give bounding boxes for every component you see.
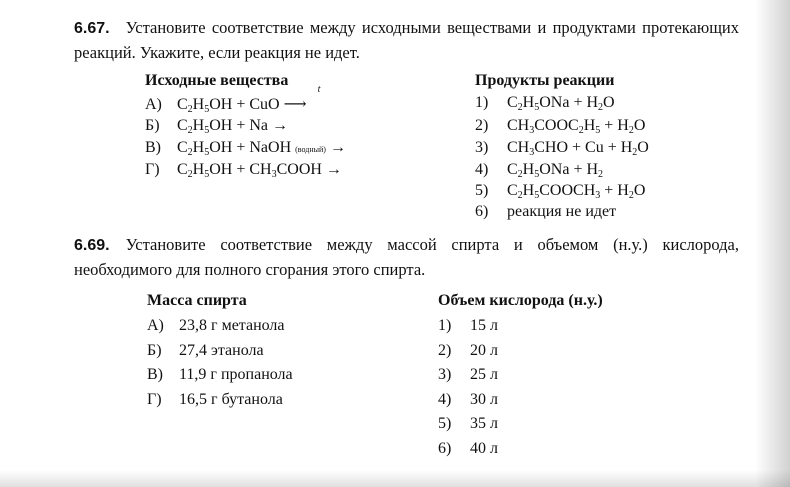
row-label: 3) (438, 366, 452, 383)
product-row: 3) $CH_3CHO + Cu + H_2O$ (475, 139, 649, 158)
row-value: 20 л (470, 342, 498, 359)
row-label: Г) (147, 391, 162, 408)
reactant-row: Б) $C_2H_5OH + Na$ → (145, 117, 289, 136)
oxygen-volume-row (438, 342, 498, 360)
solution-note: (водный) (295, 145, 326, 154)
row-label: В) (145, 139, 161, 156)
oxygen-volume-row (438, 366, 498, 384)
no-reaction-text: реакция не идет (507, 203, 617, 220)
right-column-header: Объем кислорода (н.у.) (438, 292, 603, 309)
row-label: 1) (475, 94, 489, 111)
row-value: 35 л (470, 415, 498, 432)
row-value: 40 л (470, 440, 498, 457)
oxygen-volume-row (438, 391, 498, 409)
row-label: Г) (145, 161, 160, 178)
page-bottom-shadow (0, 470, 790, 487)
row-label: 6) (438, 440, 452, 457)
row-label: 3) (475, 139, 489, 156)
row-value: 16,5 г бутанола (179, 391, 283, 408)
task-number: 6.67. (74, 20, 110, 37)
oxygen-volume-row (438, 317, 498, 335)
product-row: 5) $C_2H_5COOCH_3 + H_2O$ (475, 182, 646, 201)
row-value: 30 л (470, 391, 498, 408)
task-text: Установите соответствие между исходными веществами и продуктами протекающих реакций. Укажите, если реакция не идет. (74, 18, 739, 62)
alcohol-mass-row (147, 342, 264, 360)
left-column-header: Масса спирта (147, 292, 247, 309)
alcohol-mass-row (147, 317, 285, 335)
oxygen-volume-row (438, 415, 498, 433)
reactant-row: А) $C_2H_5OH$ + CuO t ⟶ (145, 84, 321, 115)
arrow-heat-icon: t ⟶ (283, 84, 321, 113)
row-label: В) (147, 366, 163, 383)
row-label: Б) (145, 117, 160, 134)
row-value: 23,8 г метанола (179, 317, 285, 334)
page-edge-shadow (755, 0, 790, 487)
row-label: А) (145, 96, 162, 113)
right-column-header: Продукты реакции (475, 72, 615, 89)
task-6-67-statement (74, 16, 739, 65)
row-value: 25 л (470, 366, 498, 383)
alcohol-mass-row (147, 391, 283, 409)
row-label: 1) (438, 317, 452, 334)
product-row: 4) $C_2H_5ONa + H_2$ (475, 161, 604, 180)
row-label: 4) (438, 391, 452, 408)
row-value: 27,4 этанола (179, 342, 264, 359)
left-column-header: Исходные вещества (145, 72, 289, 89)
product-row: 1) $C_2H_5ONa + H_2O$ (475, 94, 615, 113)
row-label: 2) (475, 117, 489, 134)
product-row (475, 203, 616, 221)
row-label: 6) (475, 203, 489, 220)
row-label: 2) (438, 342, 452, 359)
reactant-row: В) $C_2H_5OH$ + NaOH (водный) → (145, 139, 346, 158)
task-text: Установите соответствие между массой спирта и объемом (н.у.) кислорода, необходимого для полного сгорания этого спирта. (74, 235, 739, 279)
task-6-69-statement (74, 233, 739, 282)
row-value: 11,9 г пропанола (179, 366, 293, 383)
row-label: 5) (475, 182, 489, 199)
product-row: 2) $CH_3COOC_2H_5 + H_2O$ (475, 117, 646, 136)
oxygen-volume-row (438, 440, 498, 458)
row-value: 15 л (470, 317, 498, 334)
reactant-row: Г) $C_2H_5OH$ + $CH_3COOH$ → (145, 161, 342, 180)
row-label: А) (147, 317, 164, 334)
task-number: 6.69. (74, 237, 110, 254)
row-label: 5) (438, 415, 452, 432)
row-label: Б) (147, 342, 162, 359)
alcohol-mass-row (147, 366, 293, 384)
row-label: 4) (475, 161, 489, 178)
